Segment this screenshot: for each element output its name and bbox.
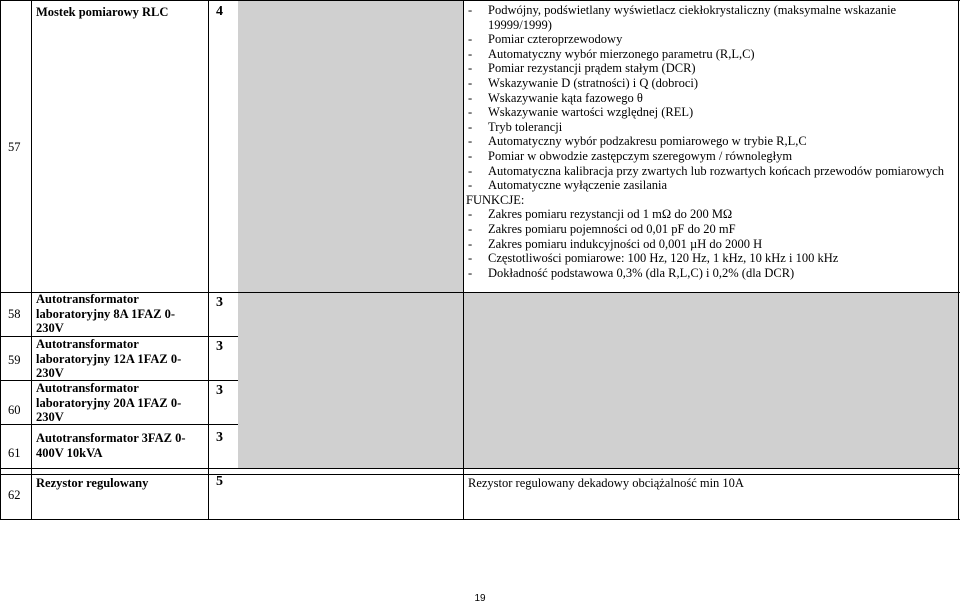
feature-item: - Pomiar rezystancji prądem stałym (DCR) bbox=[466, 61, 954, 76]
function-item: - Dokładność podstawowa 0,3% (dla R,L,C) i 0,2% (dla DCR) bbox=[466, 266, 954, 281]
shaded-cell-57 bbox=[238, 0, 463, 292]
col-divider-name-qty bbox=[208, 0, 209, 520]
item-name: Autotransformator laboratoryjny 12A 1FAZ 0-230V bbox=[36, 337, 182, 381]
page-number: 19 bbox=[474, 593, 486, 604]
feature-item: - Automatyczne wyłączenie zasilania bbox=[466, 178, 954, 193]
row-number: 61 bbox=[8, 446, 21, 460]
feature-list bbox=[466, 3, 954, 280]
item-description: Rezystor regulowany dekadowy obciążalność min 10A bbox=[468, 476, 744, 490]
row-number: 59 bbox=[8, 353, 21, 367]
row-number: 60 bbox=[8, 403, 21, 417]
feature-item: - Wskazywanie D (stratności) i Q (dobroci) bbox=[466, 76, 954, 91]
item-description bbox=[466, 3, 954, 280]
col-divider-qty-desc bbox=[463, 0, 464, 520]
item-quantity: 4 bbox=[216, 4, 223, 19]
item-quantity: 3 bbox=[216, 295, 223, 310]
row-divider-61-62 bbox=[0, 468, 960, 469]
item-name: Autotransformator 3FAZ 0-400V 10kVA bbox=[36, 431, 186, 460]
feature-item: - Wskazywanie kąta fazowego θ bbox=[466, 91, 954, 106]
table-bottom-border bbox=[0, 519, 960, 520]
row-number: 62 bbox=[8, 488, 21, 502]
feature-item: - Wskazywanie wartości względnej (REL) bbox=[466, 105, 954, 120]
feature-item: - Podwójny, podświetlany wyświetlacz ciekłokrystaliczny (maksymalne wskazanie 19999/1999) bbox=[466, 3, 954, 32]
feature-item: - Automatyczny wybór mierzonego parametru (R,L,C) bbox=[466, 47, 954, 62]
function-item: - Zakres pomiaru pojemności od 0,01 pF do 20 mF bbox=[466, 222, 954, 237]
item-quantity: 5 bbox=[216, 474, 223, 489]
item-name: Autotransformator laboratoryjny 8A 1FAZ 0-230V bbox=[36, 292, 175, 336]
item-quantity: 3 bbox=[216, 339, 223, 354]
row-number: 58 bbox=[8, 307, 21, 321]
function-item: - Zakres pomiaru rezystancji od 1 mΩ do 200 MΩ bbox=[466, 207, 954, 222]
col-left-border bbox=[0, 0, 1, 520]
row-divider-62-bottom bbox=[0, 474, 960, 475]
feature-item: - Pomiar czteroprzewodowy bbox=[466, 32, 954, 47]
functions-label: FUNKCJE: bbox=[466, 192, 525, 207]
item-name: Rezystor regulowany bbox=[36, 476, 149, 490]
feature-item: - Pomiar w obwodzie zastępczym szeregowym / równoległym bbox=[466, 149, 954, 164]
function-item: - Zakres pomiaru indukcyjności od 0,001 µH do 2000 H bbox=[466, 237, 954, 252]
feature-item: - Automatyczna kalibracja przy zwartych lub rozwartych końcach przewodów pomiarowych bbox=[466, 164, 954, 179]
item-quantity: 3 bbox=[216, 430, 223, 445]
item-quantity: 3 bbox=[216, 383, 223, 398]
table-top-border bbox=[0, 0, 960, 1]
feature-item: - Automatyczny wybór podzakresu pomiarowego w trybie R,L,C bbox=[466, 134, 954, 149]
item-name: Autotransformator laboratoryjny 20A 1FAZ 0-230V bbox=[36, 381, 182, 425]
row-number: 57 bbox=[8, 140, 21, 154]
item-name: Mostek pomiarowy RLC bbox=[36, 5, 169, 19]
function-item: - Częstotliwości pomiarowe: 100 Hz, 120 Hz, 1 kHz, 10 kHz i 100 kHz bbox=[466, 251, 954, 266]
shaded-cell-58-61 bbox=[238, 292, 958, 468]
col-right-border bbox=[958, 0, 959, 520]
col-divider-no-name bbox=[31, 0, 32, 520]
feature-item: - Tryb tolerancji bbox=[466, 120, 954, 135]
